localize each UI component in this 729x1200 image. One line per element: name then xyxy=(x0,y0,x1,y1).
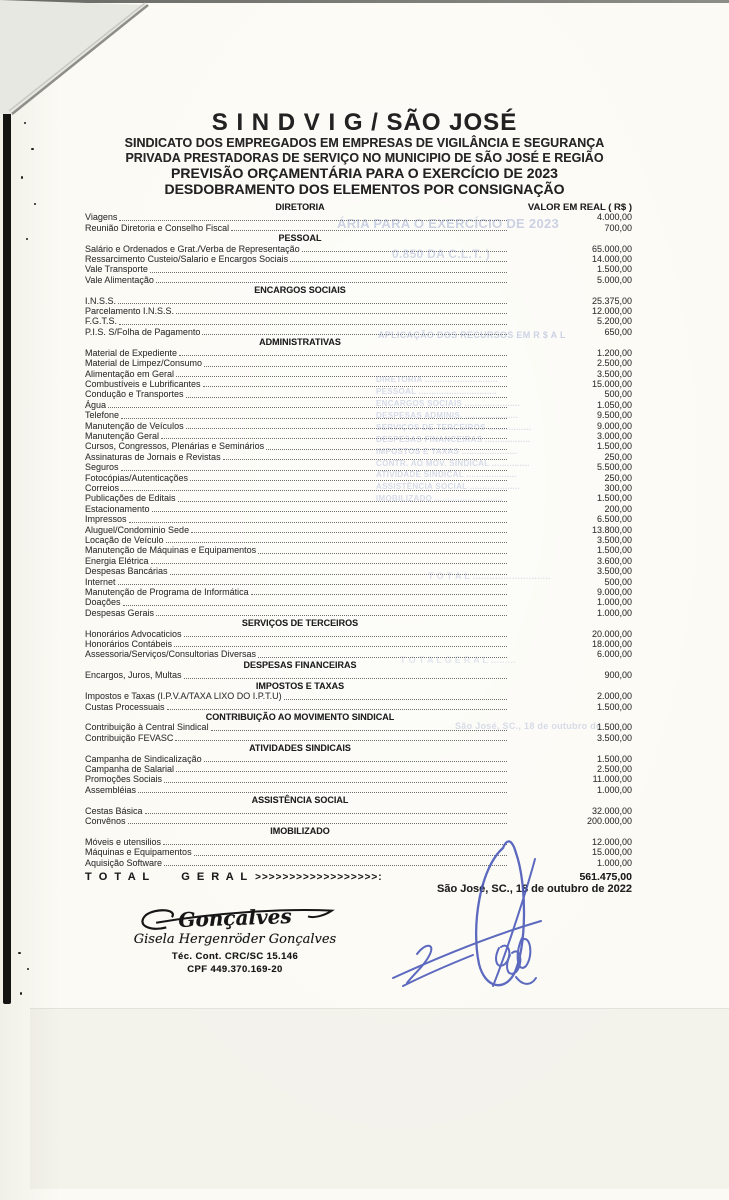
pen-signature-ink xyxy=(383,826,611,1004)
budget-list xyxy=(85,202,632,868)
dotted-leader xyxy=(184,670,507,678)
budget-item-value: 1.500,00 xyxy=(596,722,632,733)
budget-item-label: Estacionamento xyxy=(85,503,150,514)
dotted-leader xyxy=(138,785,507,793)
budget-row xyxy=(85,473,632,483)
dotted-leader xyxy=(167,702,507,710)
budget-item-label: Honorários Contábeis xyxy=(85,639,173,650)
dotted-leader xyxy=(119,212,507,220)
budget-item-value: 300,00 xyxy=(604,482,632,493)
budget-row xyxy=(85,212,632,222)
budget-row xyxy=(85,733,632,743)
dotted-leader xyxy=(302,244,507,252)
budget-item-label: Locação de Veículo xyxy=(85,535,164,545)
org-subtitle-line1: SINDICATO DOS EMPREGADOS EM EMPRESAS DE VIGILÂNCIA E SEGURANÇA xyxy=(124,136,605,150)
org-subtitle-line2: PRIVADA PRESTADORAS DE SERVIÇO NO MUNICIPIO DE SÃO JOSÉ E REGIÃO xyxy=(125,151,604,165)
budget-item-label: Campanha de Sindicalização xyxy=(85,753,202,764)
budget-item-value: 5.200,00 xyxy=(596,316,632,327)
budget-item-label: Material de Limpez/Consumo xyxy=(85,358,203,369)
budget-row xyxy=(85,358,632,368)
budget-item-value: 650,00 xyxy=(604,326,632,337)
budget-item-label: Manutenção de Máquinas e Equipamentos xyxy=(85,545,257,556)
dotted-leader xyxy=(266,441,507,449)
dotted-leader xyxy=(123,597,507,605)
budget-row xyxy=(85,306,632,316)
budget-item-value: 25.375,00 xyxy=(591,295,632,306)
budget-item-value: 1.500,00 xyxy=(596,493,632,504)
total-value: 561.475,00 xyxy=(579,871,632,883)
section-header: IMOBILIZADO xyxy=(270,826,330,837)
budget-item-value: 2.000,00 xyxy=(596,691,632,702)
budget-item-label: Energia Elétrica xyxy=(85,555,149,566)
doc-heading-breakdown: DESDOBRAMENTO DOS ELEMENTOS POR CONSIGNAÇÃO xyxy=(164,180,565,197)
dotted-leader xyxy=(166,535,507,543)
budget-item-label: Aluguel/Condominio Sede xyxy=(85,524,190,535)
section-header: ADMINISTRATIVAS xyxy=(259,337,341,348)
dotted-leader xyxy=(258,649,507,657)
budget-row xyxy=(85,493,632,503)
bleed-through-text: 0.850 DA C.L.T. ) xyxy=(392,247,491,261)
budget-item-label: F.G.T.S. xyxy=(85,316,118,327)
budget-item-label: Reunião Diretoria e Conselho Fiscal xyxy=(85,222,230,233)
budget-item-value: 14.000,00 xyxy=(591,254,632,265)
budget-item-label: P.I.S. S/Folha de Pagamento xyxy=(85,326,201,337)
dotted-leader xyxy=(152,504,507,512)
dotted-leader xyxy=(174,639,507,647)
budget-item-value: 1.500,00 xyxy=(596,441,632,452)
budget-item-value: 11.000,00 xyxy=(592,774,632,785)
dotted-leader xyxy=(176,306,507,314)
budget-item-value: 4.000,00 xyxy=(596,212,632,223)
section-header: IMPOSTOS E TAXAS xyxy=(255,680,345,691)
budget-item-label: Doações xyxy=(85,597,121,608)
budget-row xyxy=(85,504,632,514)
dotted-leader xyxy=(251,587,507,595)
bleed-through-text: ATIVIDADE SINDICAL .................... xyxy=(376,470,517,479)
budget-item-label: Impostos e Taxas (I.P.V.A/TAXA LIXO DO I.P.T.U) xyxy=(85,691,282,702)
budget-item-value: 3.500,00 xyxy=(596,535,632,545)
bleed-through-text: T O T A L ............................ xyxy=(428,571,552,581)
dotted-leader xyxy=(156,275,507,283)
dotted-leader xyxy=(184,629,507,637)
budget-row xyxy=(85,639,632,649)
budget-row xyxy=(85,670,632,680)
section-header: DIRETORIA xyxy=(275,202,325,212)
stamp-signature-word: Gonçalves xyxy=(177,904,293,932)
budget-row xyxy=(85,400,632,410)
budget-item-label: Honorários Advocaticios xyxy=(85,628,182,639)
budget-row xyxy=(85,774,632,784)
budget-item-label: Contribuição FEVASC xyxy=(85,732,174,743)
bleed-through-text: PESSOAL ............................... xyxy=(376,387,497,396)
budget-item-label: Viagens xyxy=(85,212,118,223)
section-header: ASSISTÊNCIA SOCIAL xyxy=(251,795,349,806)
budget-item-label: Condução e Transportes xyxy=(85,389,184,400)
dotted-leader xyxy=(202,327,507,335)
dotted-leader xyxy=(145,806,507,814)
budget-item-label: Assinaturas de Jornais e Revistas xyxy=(85,451,221,462)
dotted-leader xyxy=(164,774,507,782)
section-header: SERVIÇOS DE TERCEIROS xyxy=(241,618,359,629)
budget-item-label: Custas Processuais xyxy=(85,701,165,712)
budget-row xyxy=(85,545,632,555)
accountant-stamp xyxy=(126,903,344,975)
budget-item-label: Cursos, Congressos, Plenárias e Seminários xyxy=(85,441,265,452)
budget-item-label: Ressarcimento Custeio/Salario e Encargos Sociais xyxy=(85,254,289,265)
stamp-cpf: CPF 449.370.169-20 xyxy=(187,964,283,975)
bleed-through-text: CONTR. AO MOV. SINDICAL ............... xyxy=(376,459,530,468)
budget-row xyxy=(85,483,632,493)
bleed-through-text: T O T A L G E R A L ......... xyxy=(400,655,517,665)
budget-item-value: 9.500,00 xyxy=(596,410,632,421)
budget-item-label: Encargos, Juros, Multas xyxy=(85,670,182,681)
bleed-through-text: ÁRIA PARA O EXERCÍCIO DE 2023 xyxy=(337,216,560,231)
org-title: S I N D V I G / SÃO JOSÉ xyxy=(211,109,518,136)
total-label: T O T A L G E R A L xyxy=(85,871,250,883)
dotted-leader xyxy=(151,556,507,564)
budget-item-label: Promoções Sociais xyxy=(85,774,163,785)
value-column-header: VALOR EM REAL ( R$ ) xyxy=(527,202,632,213)
budget-item-value: 3.500,00 xyxy=(596,732,632,743)
budget-row xyxy=(85,369,632,379)
budget-row xyxy=(85,754,632,764)
budget-row xyxy=(85,275,632,285)
budget-item-value: 500,00 xyxy=(604,576,632,587)
budget-item-value: 13.800,00 xyxy=(591,524,632,535)
budget-row xyxy=(85,556,632,566)
budget-item-value: 9.000,00 xyxy=(596,420,632,431)
dotted-leader xyxy=(170,566,507,574)
budget-item-value: 1.000,00 xyxy=(596,857,632,868)
dotted-leader xyxy=(204,754,507,762)
budget-item-value: 900,00 xyxy=(604,670,632,681)
dotted-leader xyxy=(119,316,507,324)
budget-item-label: Vale Alimentação xyxy=(85,274,154,285)
budget-item-label: Salário e Ordenados e Grat./Verba de Representação xyxy=(85,243,300,254)
budget-row xyxy=(85,316,632,326)
budget-row xyxy=(85,535,632,545)
dotted-leader xyxy=(175,733,507,741)
budget-row xyxy=(85,525,632,535)
budget-item-value: 1.500,00 xyxy=(596,264,632,275)
budget-row xyxy=(85,223,632,233)
doc-heading-budget: PREVISÃO ORÇAMENTÁRIA PARA O EXERCÍCIO DE 2023 xyxy=(171,165,558,181)
budget-item-value: 200.000,00 xyxy=(586,815,632,826)
budget-item-value: 1.500,00 xyxy=(596,701,632,712)
budget-item-value: 2.500,00 xyxy=(596,358,632,369)
dotted-leader xyxy=(118,577,507,585)
budget-item-value: 9.000,00 xyxy=(596,587,632,598)
budget-row xyxy=(85,566,632,576)
budget-item-value: 3.600,00 xyxy=(596,555,632,566)
bleed-through-text: DIRETORIA ............................. xyxy=(376,375,498,384)
budget-item-value: 250,00 xyxy=(604,451,632,462)
budget-item-label: Impressos xyxy=(85,514,127,525)
bleed-through-text: APLICAÇÃO DOS RECURSOS EM R $ A L xyxy=(378,330,566,340)
dotted-leader xyxy=(284,691,507,699)
budget-item-label: Assembléias xyxy=(85,784,137,795)
dotted-leader xyxy=(121,483,507,491)
budget-item-value: 250,00 xyxy=(604,472,632,483)
dotted-leader xyxy=(258,545,507,553)
budget-item-label: Campanha de Salarial xyxy=(85,763,175,774)
dotted-leader xyxy=(231,223,507,231)
budget-item-label: Máquinas e Equipamentos xyxy=(85,847,192,858)
bleed-through-text: ASSISTÊNCIA SOCIAL .................... xyxy=(376,482,521,491)
budget-item-label: Telefone xyxy=(85,410,120,421)
budget-row xyxy=(85,764,632,774)
budget-item-label: Móveis e utensilios xyxy=(85,836,162,847)
budget-row xyxy=(85,410,632,420)
budget-row xyxy=(85,379,632,389)
stamp-credential: Téc. Cont. CRC/SC 15.146 xyxy=(171,951,299,962)
dotted-leader xyxy=(211,722,507,730)
section-header: PESSOAL xyxy=(278,233,322,244)
budget-row xyxy=(85,587,632,597)
budget-item-label: Alimentação em Geral xyxy=(85,368,175,379)
budget-row xyxy=(85,629,632,639)
budget-item-label: Seguros xyxy=(85,462,119,473)
bleed-through-text: ENCARGOS SOCIAIS ...................... xyxy=(376,399,521,408)
budget-item-label: I.N.S.S. xyxy=(85,295,117,306)
bleed-through-text: SERVIÇOS DE TERCEIROS ................. xyxy=(376,423,532,432)
budget-row xyxy=(85,421,632,431)
dotted-leader xyxy=(178,493,507,501)
budget-row xyxy=(85,327,632,337)
section-header: DESPESAS FINANCEIRAS xyxy=(243,659,357,670)
budget-item-label: Correios xyxy=(85,482,120,493)
bleed-through-text: IMOBILIZADO ........................... xyxy=(376,494,503,503)
budget-item-label: Água xyxy=(85,399,107,410)
dotted-leader xyxy=(186,421,507,429)
budget-row xyxy=(85,806,632,816)
budget-item-value: 6.500,00 xyxy=(596,514,632,525)
budget-row xyxy=(85,389,632,399)
budget-item-label: Despesas Gerais xyxy=(85,607,155,618)
budget-item-value: 5.500,00 xyxy=(596,462,632,473)
budget-item-value: 1.050,00 xyxy=(596,399,632,410)
budget-item-label: Vale Transporte xyxy=(85,264,148,275)
budget-item-label: Parcelamento I.N.S.S. xyxy=(85,306,175,317)
dotted-leader xyxy=(161,431,507,439)
budget-item-value: 32.000,00 xyxy=(591,805,632,816)
budget-row xyxy=(85,722,632,732)
budget-item-value: 1.200,00 xyxy=(596,347,632,358)
budget-item-value: 200,00 xyxy=(604,503,632,514)
budget-item-value: 65.000,00 xyxy=(591,243,632,254)
dotted-leader xyxy=(108,400,507,408)
dotted-leader xyxy=(179,348,507,356)
budget-item-label: Manutenção de Veículos xyxy=(85,420,184,431)
budget-item-label: Contribuição à Central Sindical xyxy=(85,722,209,733)
budget-row xyxy=(85,597,632,607)
budget-row xyxy=(85,431,632,441)
dotted-leader xyxy=(128,816,507,824)
budget-item-label: Publicações de Editais xyxy=(85,493,176,504)
budget-item-value: 6.000,00 xyxy=(596,649,632,660)
stamp-name: Gisela Hergenröder Gonçalves xyxy=(133,932,337,947)
document-header xyxy=(40,109,689,197)
budget-item-label: Material de Expediente xyxy=(85,347,178,358)
dotted-leader xyxy=(190,473,507,481)
budget-item-value: 3.000,00 xyxy=(596,430,632,441)
budget-item-value: 1.000,00 xyxy=(596,597,632,608)
total-arrows: >>>>>>>>>>>>>>>>>>: xyxy=(255,872,383,883)
budget-item-value: 3.500,00 xyxy=(596,566,632,577)
budget-row xyxy=(85,649,632,659)
dotted-leader xyxy=(121,410,507,418)
dotted-leader xyxy=(121,462,507,470)
budget-item-label: Despesas Bancárias xyxy=(85,566,168,577)
section-header: ATIVIDADES SINDICAIS xyxy=(249,743,351,754)
budget-item-label: Manutenção de Programa de Informática xyxy=(85,587,249,598)
budget-item-value: 500,00 xyxy=(604,389,632,400)
budget-item-value: 18.000,00 xyxy=(591,639,632,650)
dotted-leader xyxy=(129,514,507,522)
budget-item-value: 700,00 xyxy=(604,222,632,233)
budget-item-value: 20.000,00 xyxy=(591,628,632,639)
dotted-leader xyxy=(150,264,507,272)
budget-row xyxy=(85,254,632,264)
budget-row xyxy=(85,691,632,701)
budget-row xyxy=(85,514,632,524)
bleed-through-text: DESPESAS ADMINIS. ..................... xyxy=(376,411,519,420)
budget-item-value: 2.500,00 xyxy=(596,763,632,774)
budget-item-label: Internet xyxy=(85,576,116,587)
budget-row xyxy=(85,244,632,254)
budget-item-value: 12.000,00 xyxy=(591,306,632,317)
dotted-leader xyxy=(290,254,507,262)
dotted-leader xyxy=(203,379,507,387)
budget-item-value: 1.500,00 xyxy=(596,753,632,764)
budget-row xyxy=(85,441,632,451)
date-line: São José, SC., 18 de outubro de 2022 xyxy=(436,883,632,895)
dotted-leader xyxy=(176,764,507,772)
budget-item-value: 5.000,00 xyxy=(596,274,632,285)
budget-row xyxy=(85,702,632,712)
budget-item-label: Convênos xyxy=(85,815,126,826)
budget-row xyxy=(85,264,632,274)
budget-row xyxy=(85,348,632,358)
budget-item-value: 1.000,00 xyxy=(596,607,632,618)
budget-item-value: 12.000,00 xyxy=(591,836,632,847)
budget-row xyxy=(85,577,632,587)
budget-row xyxy=(85,816,632,826)
section-header: ENCARGOS SOCIAIS xyxy=(254,285,346,296)
budget-row xyxy=(85,452,632,462)
budget-row xyxy=(85,785,632,795)
dotted-leader xyxy=(204,358,507,366)
dotted-leader xyxy=(191,525,507,533)
dotted-leader xyxy=(176,369,507,377)
budget-item-label: Fotocópias/Autenticações xyxy=(85,472,189,483)
budget-item-value: 15.000,00 xyxy=(591,378,632,389)
section-header: CONTRIBUIÇÃO AO MOVIMENTO SINDICAL xyxy=(205,711,395,722)
budget-item-value: 1.000,00 xyxy=(596,784,632,795)
budget-item-label: Assessoria/Serviços/Consultorias Diversas xyxy=(85,649,257,660)
bleed-through-text: DESPESAS FINANCEIRAS .................. xyxy=(376,435,531,444)
dotted-leader xyxy=(223,452,507,460)
budget-row xyxy=(85,608,632,618)
budget-item-label: Combustíveis e Lubrificantes xyxy=(85,378,201,389)
budget-item-value: 3.500,00 xyxy=(596,368,632,379)
budget-item-label: Cestas Básica xyxy=(85,805,143,816)
dotted-leader xyxy=(118,296,507,304)
budget-item-label: Manutenção Geral xyxy=(85,430,160,441)
bleed-through-text: São José, SC., 18 de outubro de xyxy=(455,721,602,731)
budget-item-value: 1.500,00 xyxy=(596,545,632,556)
budget-item-value: 15.000,00 xyxy=(591,847,632,858)
bleed-through-text: IMPOSTOS E TAXAS ...................... xyxy=(376,447,518,456)
budget-row xyxy=(85,462,632,472)
dotted-leader xyxy=(156,608,507,616)
budget-item-label: Aquisição Software xyxy=(85,857,163,868)
budget-row xyxy=(85,296,632,306)
dotted-leader xyxy=(186,389,507,397)
